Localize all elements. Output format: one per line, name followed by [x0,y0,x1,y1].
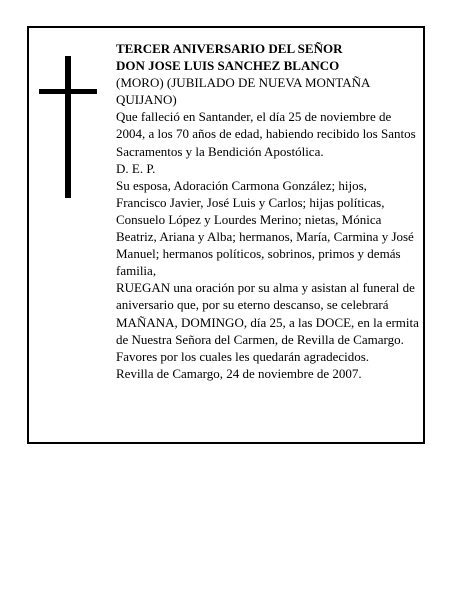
cross-icon [39,56,97,198]
subtitle: (MORO) (JUBILADO DE NUEVA MONTAÑA QUIJANO) [116,75,370,108]
cross-vertical-bar [65,56,71,198]
place-date: Revilla de Camargo, 24 de noviembre de 2007. [116,365,362,381]
title-line-1: TERCER ANIVERSARIO DEL SEÑOR [116,41,343,56]
notice-text [116,40,420,382]
title-line-2: DON JOSE LUIS SANCHEZ BLANCO [116,58,340,74]
obituary-notice [27,26,425,444]
death-info: Que falleció en Santander, el día 25 de noviembre de 2004, a los 70 años de edad, habiendo recibido los Santos Sacramentos y la Bendición Apostólica. [116,109,416,159]
request-paragraph: RUEGAN una oración por su alma y asistan al funeral de aniversario que, por su eterno descanso, se celebrará MAÑANA, DOMINGO, día 25, a las DOCE, en la ermita de Nuestra Señora del Carmen, de Revilla de Camargo. Favores por los cuales les quedarán agradecidos. [116,280,419,364]
family-paragraph: Su esposa, Adoración Carmona González; hijos, Francisco Javier, José Luis y Carlos; hijas políticas, Consuelo López y Lourdes Merino; nietas, Mónica Beatriz, Ariana y Alba; hermanos, María, Carmina y José Manuel; hermanos políticos, sobrinos, primos y demás familia, [116,177,414,279]
dep-line: D. E. P. [116,160,156,176]
cross-horizontal-bar [39,89,97,94]
